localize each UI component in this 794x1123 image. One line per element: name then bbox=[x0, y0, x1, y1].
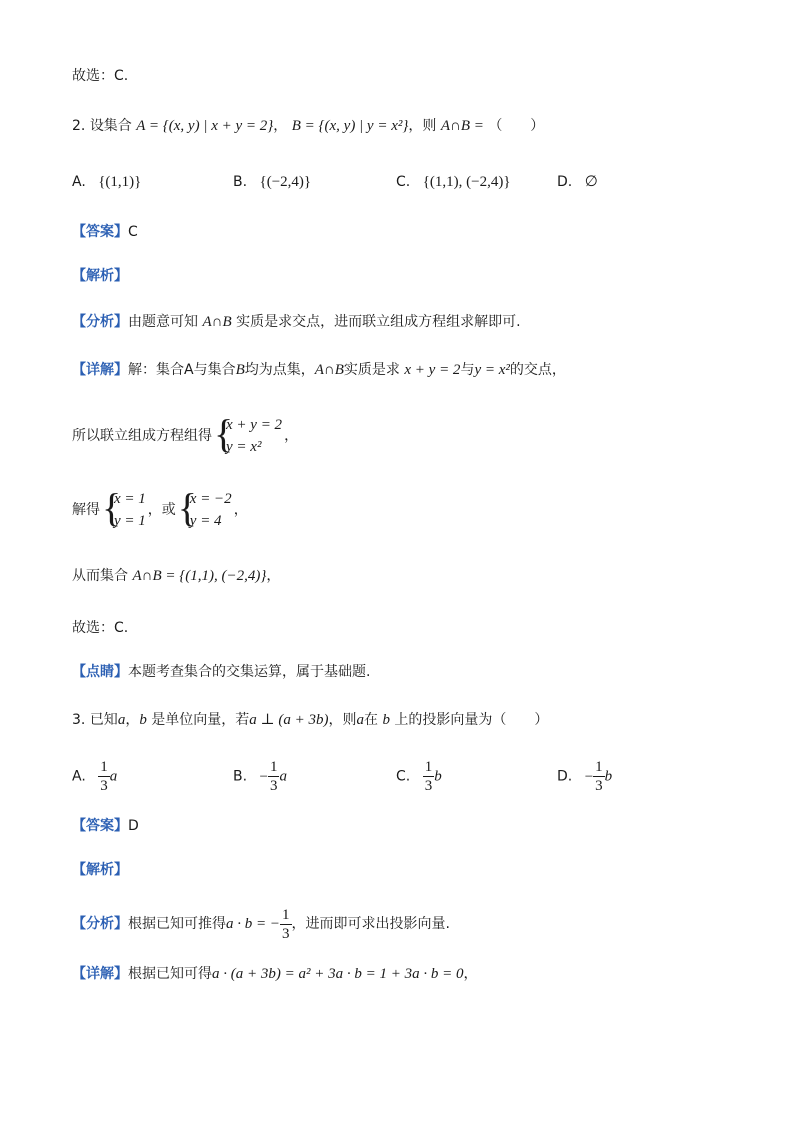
xj-expr: y = x² bbox=[474, 362, 510, 378]
q2-option-b[interactable] bbox=[233, 172, 311, 192]
q2-number: 2. bbox=[72, 118, 86, 134]
analysis-tag: 【解析】 bbox=[72, 862, 128, 878]
q2-dianjing bbox=[72, 662, 370, 682]
xj-text: 的交点， bbox=[509, 362, 566, 378]
equation-system bbox=[177, 485, 232, 532]
option-sign: − bbox=[584, 768, 594, 785]
q2-set-b: B = {(x, y) | y = x²} bbox=[291, 118, 409, 134]
q2-stem: 2. 设集合 A = {(x, y) | x + y = 2}， B = {(x, y) | y = x²}，则 A∩B = （ ） bbox=[72, 118, 545, 134]
vector-b: b bbox=[139, 712, 147, 728]
xj-text: 与 bbox=[460, 362, 475, 378]
option-letter: A. bbox=[72, 174, 86, 190]
xj-text: 根据已知可得 bbox=[128, 966, 212, 982]
denominator: 3 bbox=[100, 778, 108, 794]
option-letter: B. bbox=[233, 174, 248, 190]
fenxi-tag: 【分析】 bbox=[72, 916, 128, 932]
q2-fenxi bbox=[72, 312, 521, 332]
q3-text: ，则 bbox=[328, 712, 357, 728]
numerator: 1 bbox=[595, 759, 603, 775]
xj-expr: x + y = 2 bbox=[404, 362, 461, 378]
fenxi-tag: 【分析】 bbox=[72, 314, 128, 330]
denominator: 3 bbox=[269, 778, 278, 794]
q3-stem bbox=[72, 710, 548, 730]
xj-text: ，或 bbox=[147, 502, 176, 518]
option-vector: b bbox=[434, 768, 442, 785]
answer-tag: 【答案】 bbox=[72, 224, 128, 240]
numerator: 1 bbox=[282, 906, 290, 923]
xiangjie-tag: 【详解】 bbox=[72, 966, 128, 982]
xj-text: 所以联立组成方程组得 bbox=[72, 428, 212, 444]
fenxi-text: 由题意可知 bbox=[128, 314, 198, 330]
q2-answer bbox=[72, 222, 138, 242]
xj-expr: A∩B bbox=[314, 362, 344, 378]
fenxi-text: 实质是求交点，进而联立组成方程组求解即可. bbox=[236, 314, 521, 330]
option-text: {(−2,4)} bbox=[259, 174, 312, 190]
option-vector: a bbox=[109, 768, 118, 785]
xj-text: ， bbox=[266, 568, 281, 584]
fraction bbox=[593, 758, 605, 795]
option-sign: − bbox=[259, 768, 268, 785]
denominator: 3 bbox=[282, 925, 290, 942]
option-vector: a bbox=[279, 768, 287, 785]
equation-row: y = x² bbox=[226, 439, 262, 455]
equation-row: x + y = 2 bbox=[226, 417, 283, 433]
fenxi-expr: A∩B bbox=[202, 314, 232, 330]
vector-a: a bbox=[117, 712, 126, 728]
fraction bbox=[98, 758, 110, 795]
option-text: {(1,1), (−2,4)} bbox=[422, 174, 511, 190]
vector-b: b bbox=[382, 712, 390, 728]
q3-text: 在 bbox=[363, 712, 378, 728]
xj-text: 解：集合A与集合 bbox=[128, 362, 236, 378]
xj-text: ， bbox=[463, 966, 478, 982]
xj-text: 从而集合 bbox=[72, 568, 128, 584]
fraction bbox=[268, 758, 280, 795]
numerator: 1 bbox=[269, 759, 278, 775]
q2-paren: （ ） bbox=[488, 118, 545, 134]
brace: { bbox=[177, 485, 197, 530]
option-vector: b bbox=[604, 768, 613, 785]
q2-option-c[interactable] bbox=[396, 172, 511, 192]
vector-a: a bbox=[356, 712, 364, 728]
numerator: 1 bbox=[100, 759, 108, 775]
q1-conclusion: 故选：C. bbox=[72, 68, 129, 84]
q3-analysis-heading bbox=[72, 860, 128, 880]
xiangjie-tag: 【详解】 bbox=[72, 362, 128, 378]
brace: { bbox=[102, 485, 122, 530]
q3-text: 已知 bbox=[89, 712, 118, 728]
equation-row: y = 1 bbox=[114, 513, 146, 529]
dianjing-tag: 【点睛】 bbox=[72, 664, 128, 680]
q2-xiangjie-2 bbox=[72, 412, 298, 460]
equation-system bbox=[102, 485, 146, 532]
option-text: ∅ bbox=[584, 174, 598, 190]
q3-text: 上的投影向量为（ ） bbox=[394, 712, 549, 728]
xj-expr: B bbox=[235, 362, 245, 378]
q3-number: 3. bbox=[72, 712, 86, 728]
answer-tag: 【答案】 bbox=[72, 818, 128, 834]
q3-option-c[interactable] bbox=[396, 758, 442, 795]
q3-perp-expr: a ⊥ (a + 3b) bbox=[249, 712, 329, 728]
q2-option-a[interactable] bbox=[72, 172, 141, 192]
xj-text: 均为点集， bbox=[244, 362, 315, 378]
q2-conclusion: 故选：C. bbox=[72, 620, 129, 636]
q2-ask-expr: A∩B = bbox=[440, 118, 484, 134]
xj-text: 实质是求 bbox=[343, 362, 400, 378]
q3-option-d[interactable] bbox=[557, 758, 612, 795]
option-letter: C. bbox=[396, 768, 411, 785]
option-letter: D. bbox=[557, 768, 573, 785]
xj-expr: a · (a + 3b) = a² + 3a · b = 1 + 3a · b = 0 bbox=[212, 966, 464, 982]
denominator: 3 bbox=[424, 778, 433, 794]
q3-option-a[interactable] bbox=[72, 758, 117, 795]
xj-expr: A∩B = {(1,1), (−2,4)} bbox=[132, 568, 267, 584]
dianjing-text: 本题考查集合的交集运算，属于基础题. bbox=[128, 664, 371, 680]
analysis-tag: 【解析】 bbox=[72, 268, 128, 284]
numerator: 1 bbox=[424, 759, 433, 775]
option-letter: D. bbox=[557, 174, 573, 190]
q3-option-b[interactable] bbox=[233, 758, 287, 795]
xj-text: 解得 bbox=[72, 502, 100, 518]
q3-fenxi bbox=[72, 904, 450, 944]
q2-analysis-heading bbox=[72, 266, 128, 286]
q3-text: ， bbox=[125, 712, 140, 728]
fenxi-text: ，进而即可求出投影向量. bbox=[291, 916, 450, 932]
option-text: {(1,1)} bbox=[98, 174, 142, 190]
fenxi-text: 根据已知可推得 bbox=[128, 916, 226, 932]
option-letter: B. bbox=[233, 768, 248, 785]
q3-answer bbox=[72, 816, 139, 836]
q2-xiangjie-4 bbox=[72, 566, 280, 586]
q3-text: 是单位向量，若 bbox=[151, 712, 250, 728]
q2-ask-prefix: 则 bbox=[422, 118, 437, 134]
xj-text: ， bbox=[233, 502, 248, 518]
equation-row: x = −2 bbox=[189, 491, 232, 507]
option-letter: C. bbox=[396, 174, 411, 190]
denominator: 3 bbox=[595, 778, 603, 794]
equation-system bbox=[214, 411, 283, 458]
xj-text: ， bbox=[284, 428, 299, 444]
option-letter: A. bbox=[72, 768, 86, 785]
equation-row: y = 4 bbox=[189, 513, 222, 529]
fraction bbox=[423, 758, 435, 795]
q2-set-a: A = {(x, y) | x + y = 2} bbox=[136, 118, 274, 134]
q3-xiangjie bbox=[72, 964, 477, 984]
brace: { bbox=[214, 411, 234, 456]
fraction bbox=[280, 906, 292, 943]
answer-value: D bbox=[128, 818, 139, 834]
q2-xiangjie-3 bbox=[72, 486, 248, 534]
q2-prefix: 设集合 bbox=[89, 118, 132, 134]
q2-option-d[interactable] bbox=[557, 172, 598, 192]
answer-value: C bbox=[128, 224, 138, 240]
fenxi-expr: a · b = − bbox=[226, 916, 280, 932]
q2-xiangjie-1 bbox=[72, 360, 566, 380]
equation-row: x = 1 bbox=[114, 491, 146, 507]
